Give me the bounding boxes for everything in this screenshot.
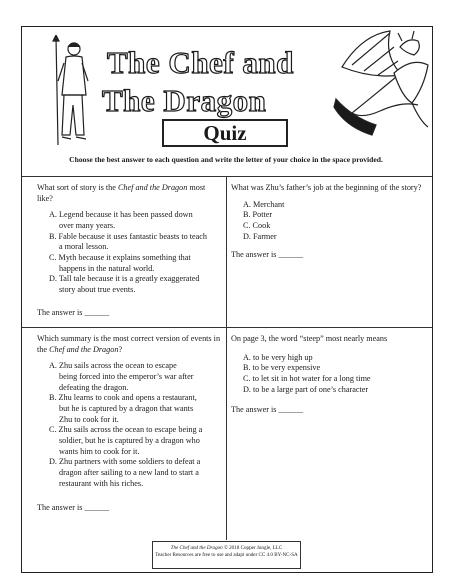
question-4-answer-blank[interactable]: The answer is ______ xyxy=(231,405,304,415)
dragon-illustration-icon xyxy=(332,27,432,137)
question-3-option-a: A. Zhu sails across the ocean to escape being forced into the emperor’s war after defeating the dragon. xyxy=(49,361,194,392)
question-3-option-b: B. Zhu learns to cook and opens a restaurant, but he is captured by a dragon that wants Zhu to cook for it. xyxy=(49,393,197,424)
question-2-answer-blank[interactable]: The answer is ______ xyxy=(231,250,304,260)
question-2-prompt: What was Zhu’s father’s job at the beginning of the story? xyxy=(231,183,422,192)
question-4 xyxy=(231,334,427,416)
title-line-1: The Chef and xyxy=(107,45,294,80)
question-3-answer-blank[interactable]: The answer is ______ xyxy=(37,503,110,513)
question-1-option-c: C. Myth because it explains something that happens in the natural world. xyxy=(49,252,191,273)
question-3 xyxy=(37,334,225,514)
question-1-option-a: A. Legend because it has been passed down over many years. xyxy=(49,210,193,230)
question-1-prompt: What sort of story is the Chef and the Dragon most like? xyxy=(37,183,206,203)
quiz-label: Quiz xyxy=(162,119,288,147)
question-4-option-c: C. to let sit in hot water for a long time xyxy=(243,373,371,383)
title-line-2: The Dragon xyxy=(102,83,267,118)
question-2 xyxy=(231,183,427,261)
divider-top xyxy=(22,176,432,177)
question-1-answer-blank[interactable]: The answer is ______ xyxy=(37,307,110,317)
question-2-option-b: B. Potter xyxy=(243,210,273,220)
question-2-option-d: D. Farmer xyxy=(243,231,277,241)
question-1-option-b: B. Fable because it uses fantastic beasts to teach a moral lesson. xyxy=(49,231,208,252)
footer-line-1: The Chef and the Dragon © 2018 Copper Jungle, LLC xyxy=(170,545,283,551)
question-4-option-a: A. to be very high up xyxy=(243,352,313,362)
question-1-option-d: D. Tall tale because it is a greatly exaggerated story about true events. xyxy=(49,274,200,294)
footer-line-2: Teacher Resources are free to use and adapt under CC 4.0 BY-NC-SA xyxy=(155,551,298,558)
divider-middle xyxy=(22,327,432,328)
question-3-option-c: C. Zhu sails across the ocean to escape being a soldier, but he is captured by a dragon who wants him to cook for it. xyxy=(49,425,203,456)
question-4-option-d: D. to be a large part of one’s character xyxy=(243,384,369,394)
question-2-option-c: C. Cook xyxy=(243,220,271,230)
question-4-prompt: On page 3, the word “steep” most nearly means xyxy=(231,334,388,343)
instructions: Choose the best answer to each question and write the letter of your choice in the space provided. xyxy=(69,155,383,164)
question-3-prompt: Which summary is the most correct version of events in the Chef and the Dragon? xyxy=(37,334,221,354)
chef-illustration-icon xyxy=(36,35,98,147)
question-1 xyxy=(37,183,223,318)
question-2-option-a: A. Merchant xyxy=(243,199,285,209)
footer-credits xyxy=(152,541,301,569)
question-4-option-b: B. to be very expensive xyxy=(243,363,321,373)
question-3-option-d: D. Zhu partners with some soldiers to defeat a dragon after sailing to a new land to start a restaurant with his riches. xyxy=(49,457,201,488)
divider-vertical xyxy=(226,176,227,540)
